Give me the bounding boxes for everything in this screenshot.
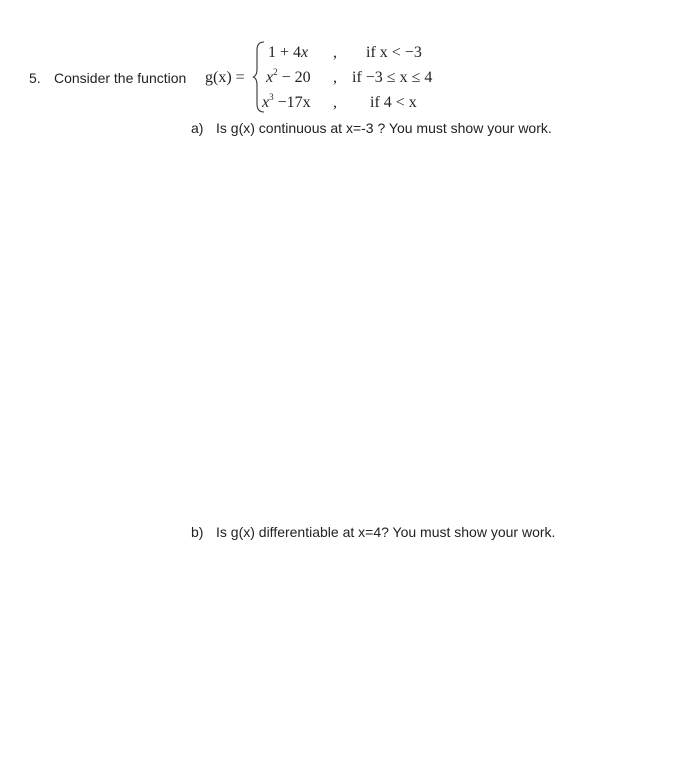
case-3-condition: if 4 < x xyxy=(370,94,417,111)
case-2-condition: if −3 ≤ x ≤ 4 xyxy=(352,69,433,86)
part-b-label: b) xyxy=(191,524,204,540)
part-a-label: a) xyxy=(191,120,204,136)
case-1-condition: if x < −3 xyxy=(366,44,422,61)
part-b-text: Is g(x) differentiable at x=4? You must show your work. xyxy=(216,524,556,540)
function-lhs: g(x) = xyxy=(205,69,245,86)
part-a-text: Is g(x) continuous at x=-3 ? You must show your work. xyxy=(216,120,552,136)
case-3-expression: $x^3 -17x$ xyxy=(262,92,311,111)
question-number: 5. xyxy=(29,70,41,86)
case-2-expression: $x^2 - 20$ xyxy=(266,67,311,86)
case-1-expression: 1 + 4x xyxy=(268,44,309,61)
question-intro: Consider the function xyxy=(54,70,187,86)
case-1-separator: , xyxy=(333,44,337,61)
case-3-separator: , xyxy=(333,94,337,111)
case-2-separator: , xyxy=(333,69,337,86)
